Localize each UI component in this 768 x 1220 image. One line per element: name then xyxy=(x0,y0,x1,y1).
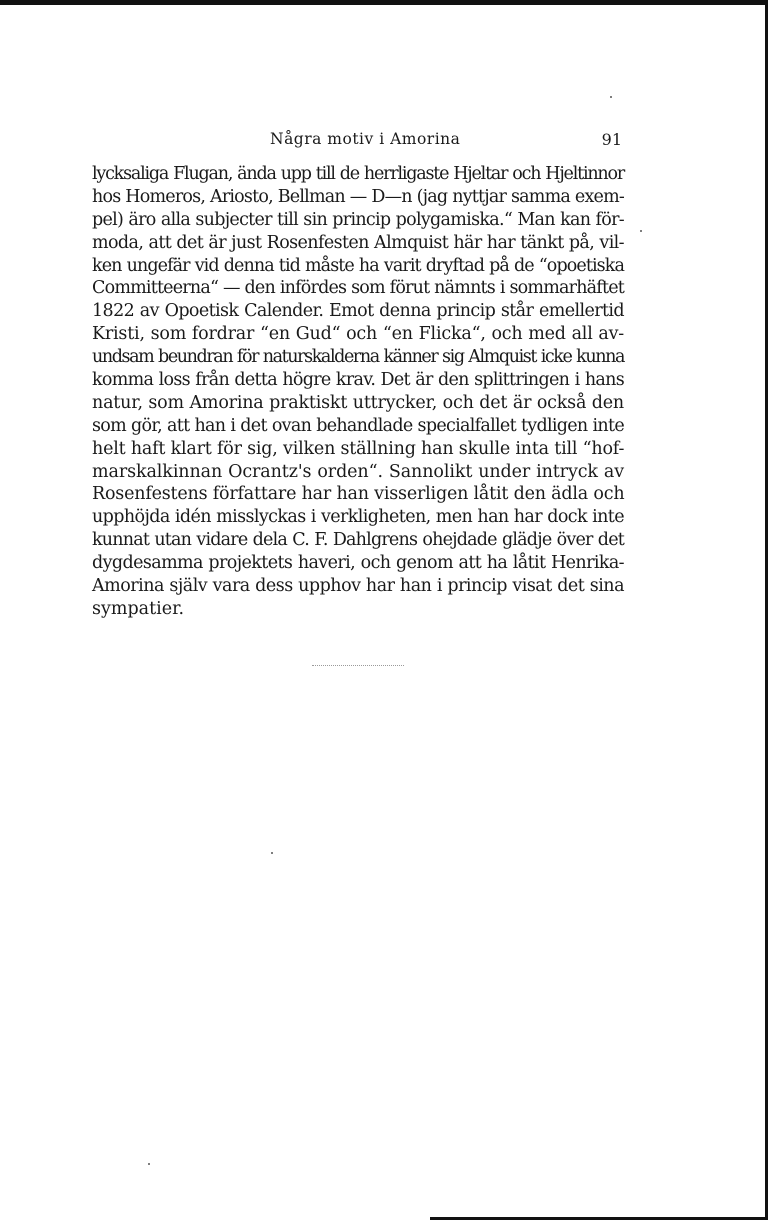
text-line-6: Committeerna“ — den infördes som förut nämnts i sommarhäftet xyxy=(92,278,624,299)
text-line-1: lycksaliga Flugan, ända upp till de herrligaste Hjeltar och Hjeltinnor xyxy=(92,164,624,184)
text-line-7: 1822 av Opoetisk Calender. Emot denna princip står emellertid xyxy=(92,301,624,322)
end-of-text-rule xyxy=(312,665,404,666)
text-line-18: dygdesamma projektets haveri, och genom att ha låtit Henrika- xyxy=(92,553,624,574)
text-line-11: natur, som Amorina praktiskt uttrycker, och det är också den xyxy=(92,392,624,413)
text-line-16: upphöjda idén misslyckas i verkligheten, men han har dock inte xyxy=(92,507,624,528)
text-line-14: marskalkinnan Ocrantz's orden“. Sannolikt under intryck av xyxy=(92,461,624,482)
text-line-5: ken ungefär vid denna tid måste ha varit dryftad på de “opoetiska xyxy=(92,255,624,276)
text-line-9: undsam beundran för naturskalderna känner sig Almquist icke kunna xyxy=(92,347,624,368)
scan-speck xyxy=(610,96,612,98)
scan-speck xyxy=(640,230,642,232)
text-line-15: Rosenfestens författare har han visserligen låtit den ädla och xyxy=(92,484,625,505)
text-line-4: moda, att det är just Rosenfesten Almquist här har tänkt på, vil- xyxy=(92,232,624,253)
text-line-3: pel) äro alla subjecter till sin princip polygamiska.“ Man kan för- xyxy=(92,209,624,230)
text-line-12: som gör, att han i det ovan behandlade specialfallet tydligen inte xyxy=(92,415,624,436)
text-line-13: helt haft klart för sig, vilken ställning han skulle inta till “hof- xyxy=(92,438,625,459)
text-line-20: sympatier. xyxy=(92,598,185,619)
text-line-17: kunnat utan vidare dela C. F. Dahlgrens ohejdade glädje över det xyxy=(92,530,624,551)
text-line-8: Kristi, som fordrar “en Gud“ och “en Flicka“, och med all av- xyxy=(92,324,624,345)
body-text xyxy=(92,163,624,621)
scan-speck xyxy=(271,852,273,854)
scan-speck xyxy=(148,1163,150,1165)
text-line-19: Amorina själv vara dess upphov har han i princip visat det sina xyxy=(92,576,624,597)
text-line-10: komma loss från detta högre krav. Det är den splittringen i hans xyxy=(92,370,624,391)
page-number: 91 xyxy=(601,130,622,149)
running-head xyxy=(92,130,622,154)
text-line-2: hos Homeros, Ariosto, Bellman — D—n (jag nyttjar samma exem- xyxy=(92,186,624,207)
running-title: Några motiv i Amorina xyxy=(270,130,461,148)
